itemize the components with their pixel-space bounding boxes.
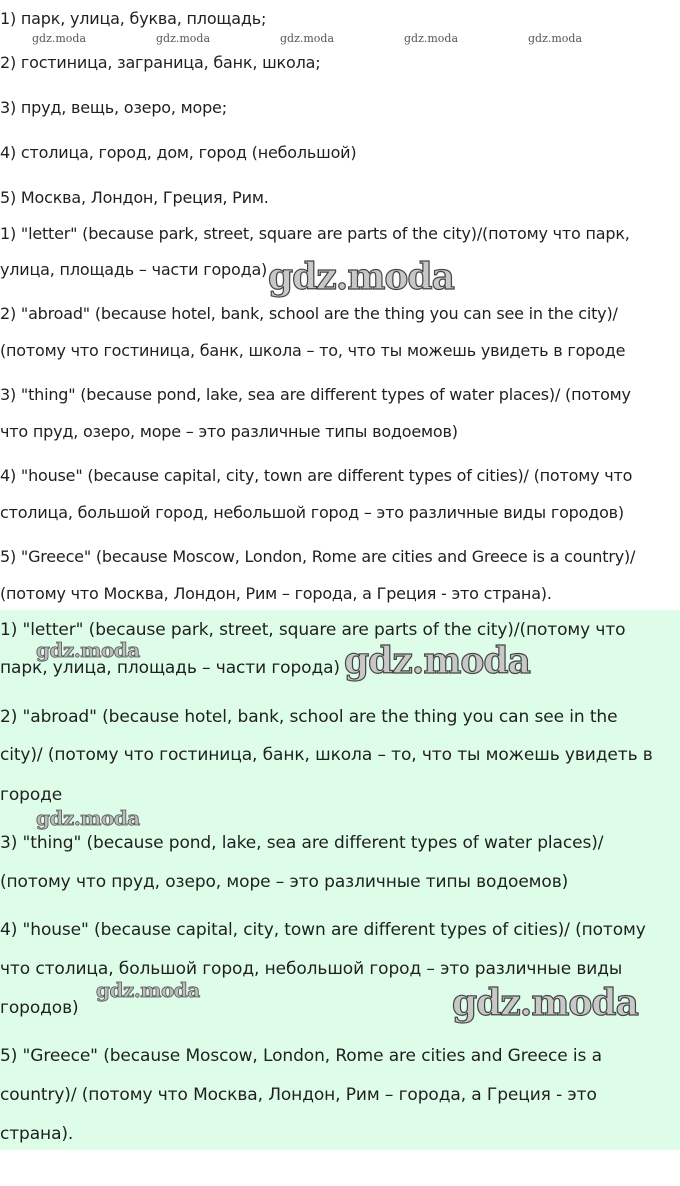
answer-line: 5) Москва, Лондон, Греция, Рим.	[0, 188, 269, 207]
watermark: gdz.moda	[32, 32, 87, 45]
highlighted-line: 5) "Greece" (because Moscow, London, Rome are cities and Greece is a	[0, 1046, 602, 1066]
answer-line: (потому что Москва, Лондон, Рим – города, а Греция - это страна).	[0, 584, 552, 603]
highlighted-line: городе	[0, 785, 63, 805]
answer-line: 5) "Greece" (because Moscow, London, Rome are cities and Greece is a country)/	[0, 547, 636, 566]
watermark: gdz.moda	[528, 32, 583, 45]
answer-line: что пруд, озеро, море – это различные типы водоемов)	[0, 422, 458, 441]
watermark: gdz.moda	[404, 32, 459, 45]
answer-line: 3) пруд, вещь, озеро, море;	[0, 98, 227, 117]
answer-line: 4) столица, город, дом, город (небольшой)	[0, 143, 357, 162]
watermark: gdz.moda	[36, 638, 140, 662]
highlighted-line: что столица, большой город, небольшой город – это различные виды	[0, 959, 623, 979]
watermark: gdz.moda	[156, 32, 211, 45]
answer-line: 1) "letter" (because park, street, square are parts of the city)/(потому что парк,	[0, 224, 630, 243]
watermark: gdz.moda	[280, 32, 335, 45]
answer-line: (потому что гостиница, банк, школа – то, что ты можешь увидеть в городе	[0, 341, 626, 360]
highlighted-line: 4) "house" (because capital, city, town are different types of cities)/ (потому	[0, 920, 646, 940]
highlighted-line: city)/ (потому что гостиница, банк, школа – то, что ты можешь увидеть в	[0, 745, 653, 765]
answer-line: столица, большой город, небольшой город – это различные виды городов)	[0, 503, 624, 522]
highlighted-line: 1) "letter" (because park, street, square are parts of the city)/(потому что	[0, 620, 626, 640]
answer-line: 2) гостиница, заграница, банк, школа;	[0, 53, 321, 72]
watermark: gdz.moda	[36, 806, 140, 830]
highlighted-line: country)/ (потому что Москва, Лондон, Рим – города, а Греция - это	[0, 1085, 597, 1105]
highlighted-line: парк, улица, площадь – части города)	[0, 658, 340, 678]
answer-line: улица, площадь – части города)	[0, 260, 268, 279]
watermark: gdz.moda	[96, 978, 200, 1002]
highlighted-line: 3) "thing" (because pond, lake, sea are different types of water places)/	[0, 833, 604, 853]
answer-line: 1) парк, улица, буква, площадь;	[0, 9, 267, 28]
watermark: gdz.moda	[344, 640, 530, 682]
answer-line: 3) "thing" (because pond, lake, sea are different types of water places)/ (потому	[0, 385, 631, 404]
watermark: gdz.moda	[268, 256, 454, 298]
highlighted-line: городов)	[0, 998, 79, 1018]
answer-line: 2) "abroad" (because hotel, bank, school are the thing you can see in the city)/	[0, 304, 618, 323]
watermark: gdz.moda	[452, 982, 638, 1024]
answer-line: 4) "house" (because capital, city, town are different types of cities)/ (потому что	[0, 466, 633, 485]
highlighted-line: (потому что пруд, озеро, море – это различные типы водоемов)	[0, 872, 569, 892]
highlighted-line: страна).	[0, 1124, 74, 1144]
highlighted-line: 2) "abroad" (because hotel, bank, school are the thing you can see in the	[0, 707, 618, 727]
